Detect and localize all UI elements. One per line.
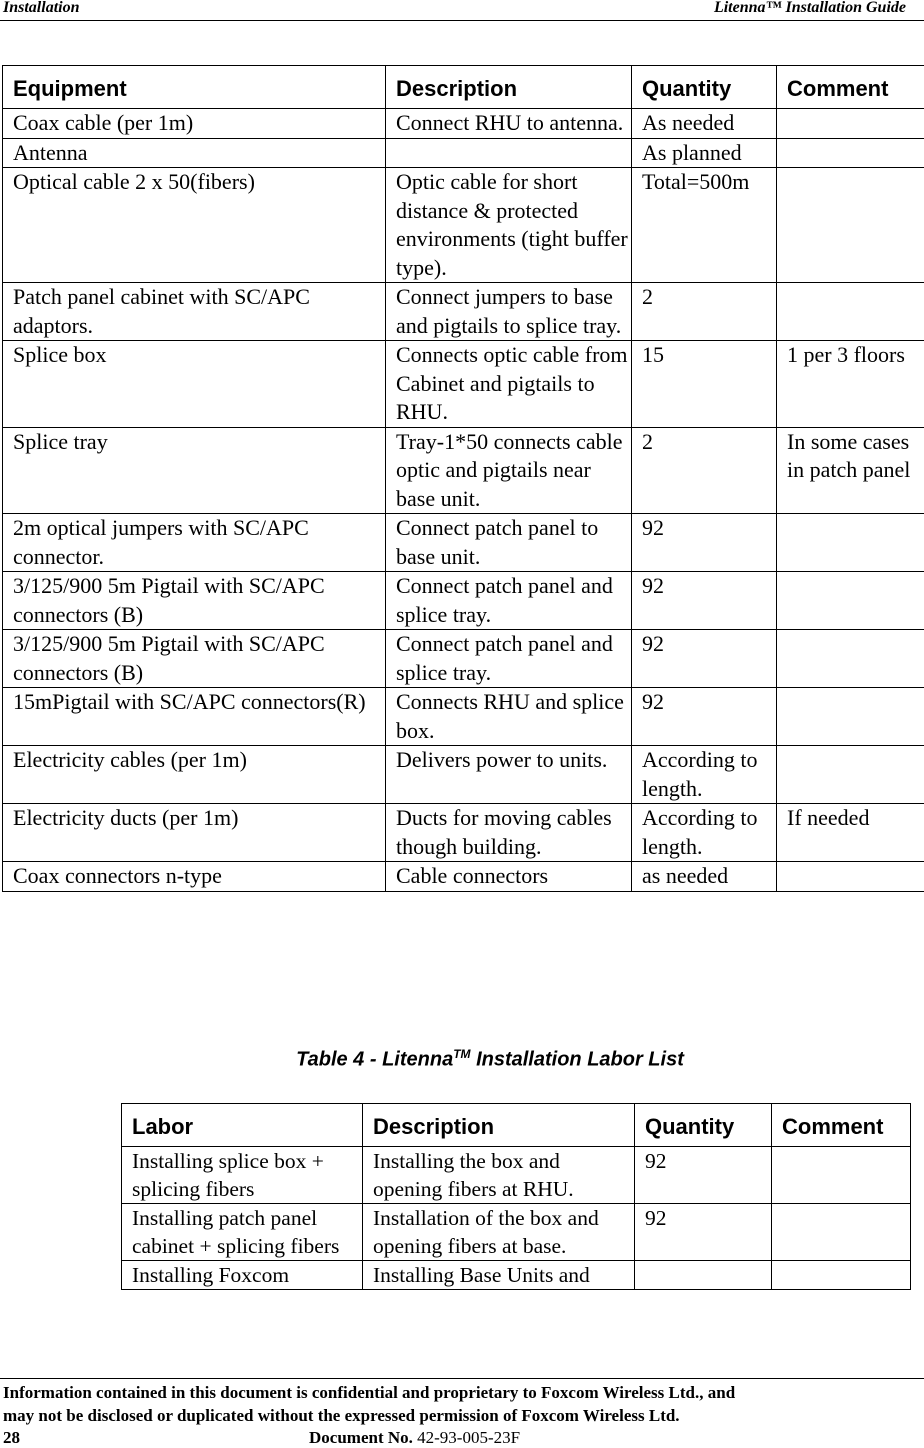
labor-cell-quantity: 92 — [635, 1204, 772, 1261]
equipment-cell-equipment: 3/125/900 5m Pigtail with SC/APC connectors (B) — [3, 572, 386, 630]
table-row — [3, 283, 924, 341]
page-footer — [0, 1378, 924, 1447]
equipment-header-quantity: Quantity — [632, 66, 777, 109]
labor-cell-labor: Installing Foxcom — [122, 1261, 363, 1290]
labor-table — [121, 1103, 911, 1290]
equipment-cell-comment — [777, 630, 924, 688]
equipment-cell-equipment: Antenna — [3, 138, 386, 168]
equipment-cell-description: Ducts for moving cables though building. — [386, 804, 632, 862]
table-row — [122, 1147, 911, 1204]
table-row — [3, 862, 924, 892]
equipment-cell-description: Connect patch panel and splice tray. — [386, 630, 632, 688]
labor-header-description: Description — [363, 1104, 635, 1147]
equipment-cell-description: Cable connectors — [386, 862, 632, 892]
equipment-cell-description: Connects optic cable from Cabinet and pigtails to RHU. — [386, 341, 632, 428]
equipment-table-body — [3, 109, 924, 892]
labor-cell-quantity — [635, 1261, 772, 1290]
equipment-cell-equipment: Splice box — [3, 341, 386, 428]
equipment-cell-quantity: According to length. — [632, 804, 777, 862]
equipment-cell-comment: If needed — [777, 804, 924, 862]
equipment-cell-comment — [777, 283, 924, 341]
page-number: 28 — [3, 1428, 20, 1447]
labor-cell-labor: Installing splice box + splicing fibers — [122, 1147, 363, 1204]
equipment-header-comment: Comment — [777, 66, 924, 109]
labor-header-comment: Comment — [772, 1104, 911, 1147]
equipment-cell-quantity: 2 — [632, 283, 777, 341]
equipment-cell-comment — [777, 514, 924, 572]
equipment-cell-description: Connects RHU and splice box. — [386, 688, 632, 746]
equipment-header-description: Description — [386, 66, 632, 109]
header-section-title: Installation — [3, 0, 80, 16]
table-row — [3, 138, 924, 168]
table-caption — [0, 1047, 924, 1072]
labor-cell-quantity: 92 — [635, 1147, 772, 1204]
equipment-table — [2, 65, 924, 892]
document-number-label: Document No. — [309, 1428, 413, 1447]
equipment-cell-quantity: As planned — [632, 138, 777, 168]
equipment-cell-equipment: Splice tray — [3, 427, 386, 514]
equipment-cell-equipment: Coax cable (per 1m) — [3, 109, 386, 139]
equipment-cell-comment: 1 per 3 floors — [777, 341, 924, 428]
table-row — [3, 341, 924, 428]
equipment-cell-comment — [777, 572, 924, 630]
equipment-table-header-row — [3, 66, 924, 109]
table-row — [3, 746, 924, 804]
equipment-cell-description: Optic cable for short distance & protected environments (tight buffer type). — [386, 168, 632, 283]
equipment-cell-description: Tray-1*50 connects cable optic and pigtails near base unit. — [386, 427, 632, 514]
equipment-cell-quantity: According to length. — [632, 746, 777, 804]
equipment-cell-quantity: 92 — [632, 688, 777, 746]
labor-cell-comment — [772, 1204, 911, 1261]
equipment-cell-description: Connect patch panel to base unit. — [386, 514, 632, 572]
table-row — [122, 1261, 911, 1290]
equipment-cell-quantity: 92 — [632, 572, 777, 630]
equipment-cell-comment — [777, 109, 924, 139]
equipment-cell-comment — [777, 688, 924, 746]
table-row — [3, 514, 924, 572]
table-row — [3, 688, 924, 746]
footer-confidential-line-2: may not be disclosed or duplicated without the expressed permission of Foxcom Wireless Ltd. — [3, 1406, 680, 1425]
labor-cell-description: Installation of the box and opening fibers at base. — [363, 1204, 635, 1261]
equipment-cell-comment: In some cases in patch panel — [777, 427, 924, 514]
document-number-value: 42-93-005-23F — [417, 1428, 521, 1447]
document-number — [309, 1428, 520, 1448]
equipment-header-equipment: Equipment — [3, 66, 386, 109]
equipment-cell-equipment: Optical cable 2 x 50(fibers) — [3, 168, 386, 283]
equipment-cell-equipment: Electricity cables (per 1m) — [3, 746, 386, 804]
equipment-cell-comment — [777, 168, 924, 283]
equipment-cell-quantity: 15 — [632, 341, 777, 428]
table-row — [3, 804, 924, 862]
equipment-cell-quantity: as needed — [632, 862, 777, 892]
equipment-cell-quantity: 92 — [632, 514, 777, 572]
equipment-cell-equipment: Electricity ducts (per 1m) — [3, 804, 386, 862]
equipment-cell-equipment: 3/125/900 5m Pigtail with SC/APC connectors (B) — [3, 630, 386, 688]
caption-trademark: TM — [453, 1047, 471, 1061]
equipment-cell-description: Connect jumpers to base and pigtails to splice tray. — [386, 283, 632, 341]
equipment-cell-quantity: 2 — [632, 427, 777, 514]
equipment-cell-description: Connect patch panel and splice tray. — [386, 572, 632, 630]
table-row — [122, 1204, 911, 1261]
labor-cell-description: Installing the box and opening fibers at RHU. — [363, 1147, 635, 1204]
page-header — [0, 0, 924, 21]
table-row — [3, 109, 924, 139]
header-guide-title: Litenna™ Installation Guide — [713, 0, 906, 16]
equipment-cell-description: Connect RHU to antenna. — [386, 109, 632, 139]
equipment-cell-quantity: Total=500m — [632, 168, 777, 283]
labor-cell-comment — [772, 1261, 911, 1290]
equipment-cell-equipment: Patch panel cabinet with SC/APC adaptors. — [3, 283, 386, 341]
labor-table-body — [122, 1147, 911, 1290]
labor-header-labor: Labor — [122, 1104, 363, 1147]
labor-cell-labor: Installing patch panel cabinet + splicing fibers — [122, 1204, 363, 1261]
caption-prefix: Table 4 - Litenna — [296, 1048, 454, 1071]
labor-header-quantity: Quantity — [635, 1104, 772, 1147]
equipment-cell-comment — [777, 862, 924, 892]
equipment-cell-quantity: As needed — [632, 109, 777, 139]
labor-cell-description: Installing Base Units and — [363, 1261, 635, 1290]
equipment-cell-comment — [777, 138, 924, 168]
equipment-cell-equipment: Coax connectors n-type — [3, 862, 386, 892]
equipment-cell-quantity: 92 — [632, 630, 777, 688]
equipment-cell-comment — [777, 746, 924, 804]
table-row — [3, 630, 924, 688]
labor-table-header-row — [122, 1104, 911, 1147]
equipment-cell-equipment: 2m optical jumpers with SC/APC connector. — [3, 514, 386, 572]
equipment-cell-description — [386, 138, 632, 168]
footer-confidential-line-1: Information contained in this document is confidential and proprietary to Foxcom Wireless Ltd., and — [3, 1383, 736, 1402]
table-row — [3, 572, 924, 630]
labor-cell-comment — [772, 1147, 911, 1204]
table-row — [3, 168, 924, 283]
caption-suffix: Installation Labor List — [470, 1048, 684, 1071]
equipment-cell-equipment: 15mPigtail with SC/APC connectors(R) — [3, 688, 386, 746]
table-row — [3, 427, 924, 514]
equipment-cell-description: Delivers power to units. — [386, 746, 632, 804]
